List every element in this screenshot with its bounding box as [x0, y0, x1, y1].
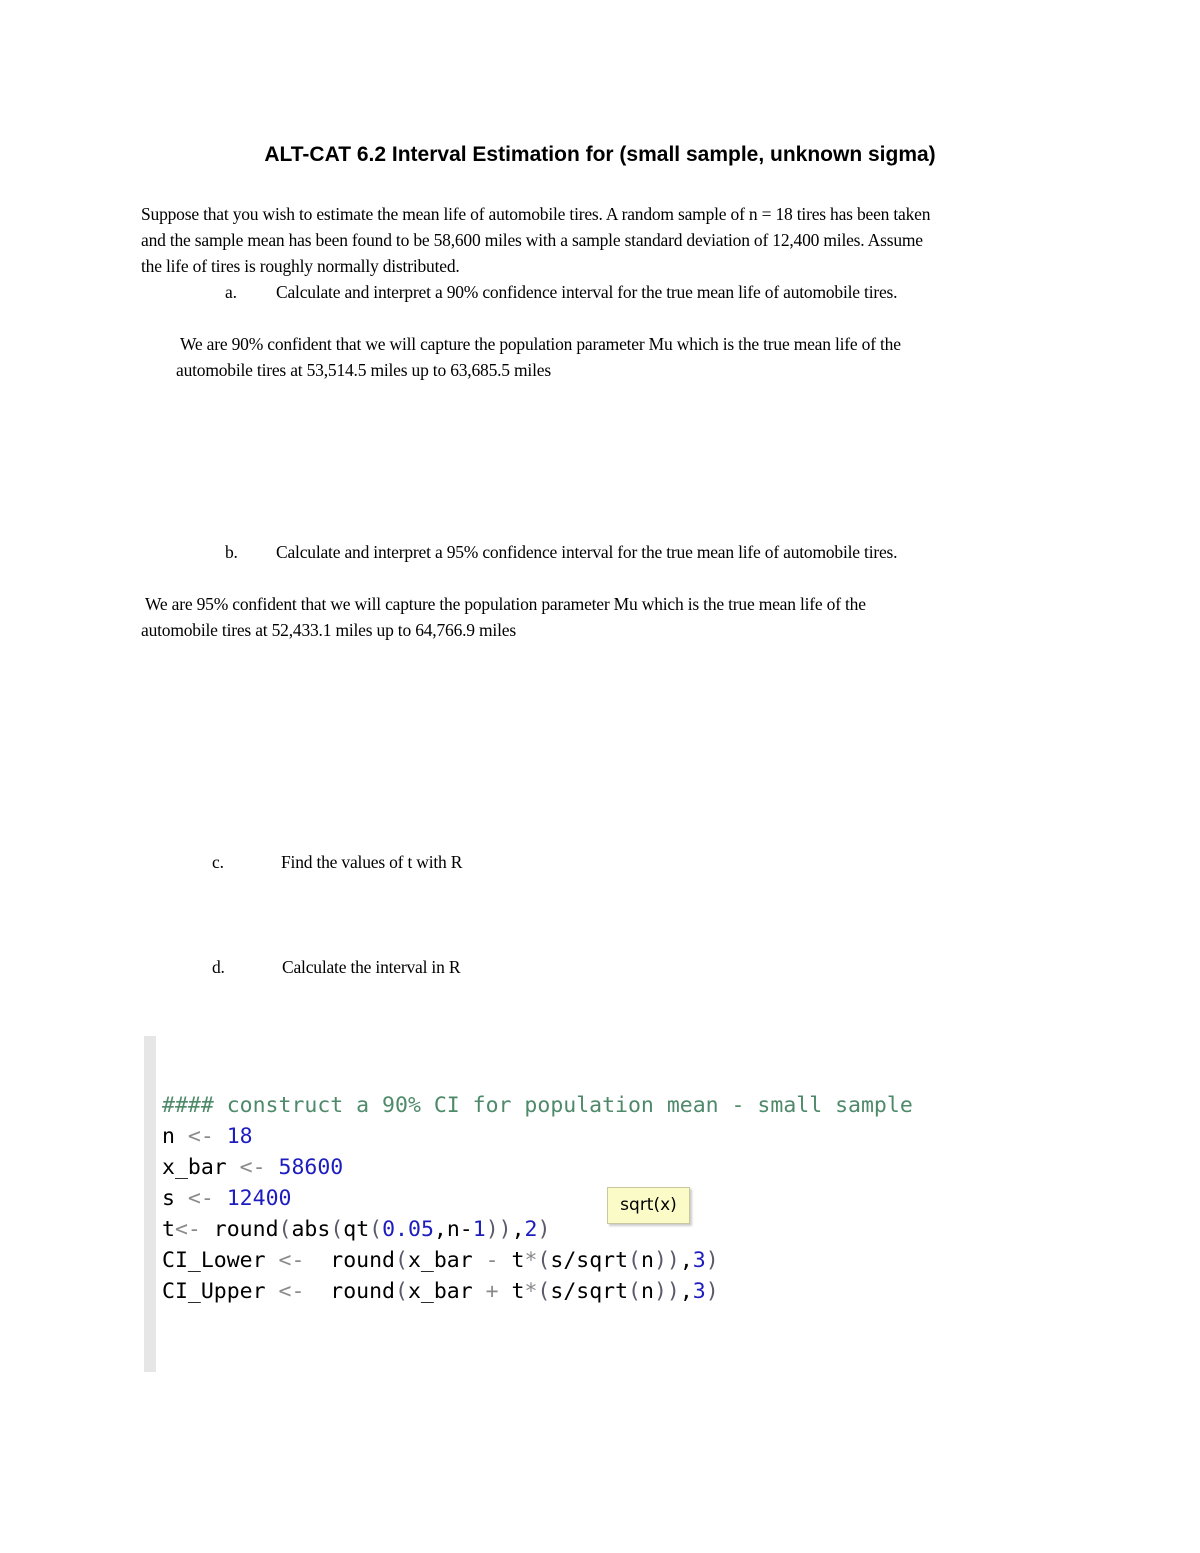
code-token: ( — [537, 1279, 551, 1304]
code-token: round — [304, 1248, 395, 1273]
code-line — [162, 1155, 343, 1180]
code-token: + — [485, 1279, 499, 1304]
code-token: 3 — [692, 1279, 706, 1304]
code-token: * — [524, 1279, 538, 1304]
question-d-text: Calculate the interval in R — [282, 957, 461, 977]
code-token: 18 — [226, 1124, 253, 1149]
code-token: qt — [343, 1217, 370, 1242]
code-line — [162, 1279, 719, 1304]
code-token: ) — [537, 1217, 551, 1242]
code-line — [162, 1124, 253, 1149]
code-line — [162, 1186, 291, 1211]
question-b-label: b. — [225, 542, 238, 562]
code-token: #### construct a 90% CI for population mean - small sample — [162, 1093, 913, 1118]
code-token: ( — [628, 1279, 641, 1304]
code-token: ( — [330, 1217, 344, 1242]
code-token: )) — [653, 1248, 680, 1273]
code-token: 0.05 — [382, 1217, 434, 1242]
code-token: ( — [369, 1217, 383, 1242]
code-line — [162, 1217, 550, 1242]
code-token: ( — [395, 1248, 408, 1273]
code-token: , — [679, 1248, 693, 1273]
code-token: x_bar — [162, 1155, 240, 1180]
code-token: * — [524, 1248, 538, 1273]
code-gutter — [144, 1036, 156, 1372]
code-token: , — [679, 1279, 693, 1304]
question-a-label: a. — [225, 282, 237, 302]
code-token: CI_Upper — [162, 1279, 279, 1304]
code-token: <- — [239, 1155, 266, 1180]
question-b-text: Calculate and interpret a 95% confidence interval for the true mean life of automobile tires. — [276, 542, 898, 562]
code-token: x_bar — [407, 1279, 486, 1304]
intro-line-3: the life of tires is roughly normally distributed. — [141, 256, 460, 276]
code-token: x_bar — [407, 1248, 486, 1273]
page-title: ALT-CAT 6.2 Interval Estimation for (small sample, unknown sigma) — [264, 143, 936, 166]
code-token — [214, 1186, 227, 1211]
code-token: ( — [537, 1248, 551, 1273]
code-token: <- — [278, 1248, 305, 1273]
code-token: <- — [174, 1217, 201, 1242]
code-token: n — [641, 1279, 654, 1304]
code-token: CI_Lower — [162, 1248, 279, 1273]
code-token: s — [162, 1186, 188, 1211]
code-token — [214, 1124, 227, 1149]
code-token: <- — [278, 1279, 305, 1304]
code-token: 2 — [524, 1217, 538, 1242]
question-c-label: c. — [212, 852, 224, 872]
question-d-label: d. — [212, 957, 225, 977]
intro-line-1: Suppose that you wish to estimate the mean life of automobile tires. A random sample of n = 18 tires has been taken — [141, 204, 931, 224]
code-token: 58600 — [278, 1155, 344, 1180]
code-token: 12400 — [226, 1186, 292, 1211]
code-token: n — [162, 1124, 188, 1149]
function-tooltip: sqrt(x) — [607, 1187, 690, 1224]
answer-a-line-2: automobile tires at 53,514.5 miles up to 63,685.5 miles — [176, 360, 551, 380]
question-c-text: Find the values of t with R — [281, 852, 463, 872]
code-token: abs — [291, 1217, 331, 1242]
code-token: 3 — [692, 1248, 706, 1273]
code-token: ( — [395, 1279, 408, 1304]
code-token: )) — [653, 1279, 680, 1304]
code-token: s/sqrt — [550, 1248, 629, 1273]
code-token: ) — [705, 1279, 719, 1304]
code-token: <- — [187, 1186, 214, 1211]
code-token: s/sqrt — [550, 1279, 629, 1304]
code-token — [266, 1155, 279, 1180]
code-token: t — [162, 1217, 175, 1242]
code-token: ) — [705, 1248, 719, 1273]
intro-line-2: and the sample mean has been found to be 58,600 miles with a sample standard deviation of 12,400 miles. Assume — [141, 230, 923, 250]
code-token: , — [511, 1217, 525, 1242]
question-a-text: Calculate and interpret a 90% confidence interval for the true mean life of automobile tires. — [276, 282, 898, 302]
code-token: - — [485, 1248, 499, 1273]
code-token: t — [498, 1279, 525, 1304]
code-token: ( — [278, 1217, 292, 1242]
code-token: t — [498, 1248, 525, 1273]
answer-a-line-1: We are 90% confident that we will capture the population parameter Mu which is the true mean life of the — [180, 334, 901, 354]
answer-b-line-1: We are 95% confident that we will capture the population parameter Mu which is the true mean life of the — [145, 594, 866, 614]
code-token: 1 — [472, 1217, 486, 1242]
code-token: ,n- — [433, 1217, 473, 1242]
code-token: <- — [187, 1124, 214, 1149]
code-token: round — [304, 1279, 395, 1304]
code-token: round — [200, 1217, 279, 1242]
code-token: ( — [628, 1248, 641, 1273]
code-line — [162, 1093, 913, 1118]
code-token: n — [641, 1248, 654, 1273]
code-token: )) — [485, 1217, 512, 1242]
answer-b-line-2: automobile tires at 52,433.1 miles up to 64,766.9 miles — [141, 620, 516, 640]
code-line — [162, 1248, 719, 1273]
